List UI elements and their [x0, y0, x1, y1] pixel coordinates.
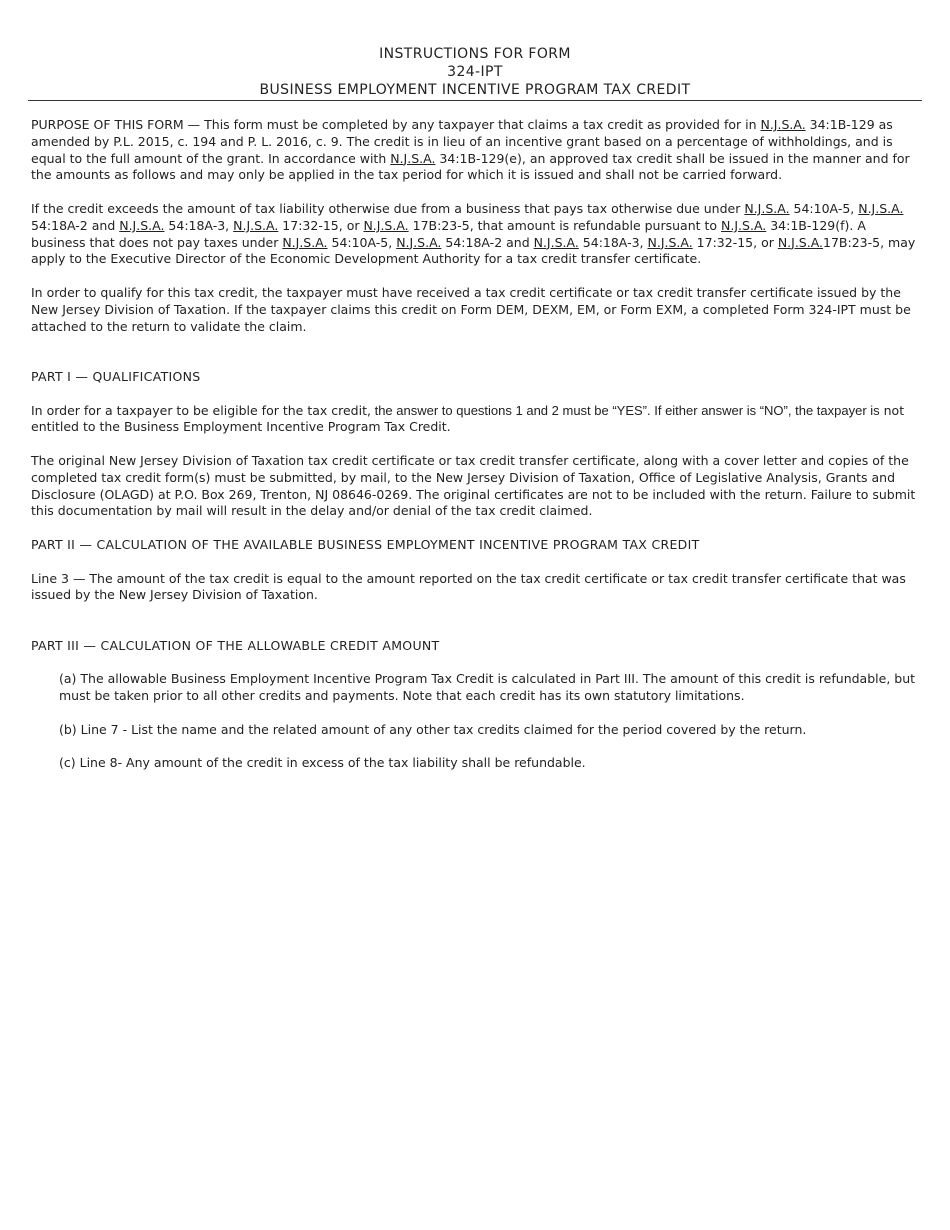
part3-item-b: (b) Line 7 - List the name and the related amount of any other tax credits claimed for the period covered by the return. [59, 721, 807, 737]
statute-reference: N.J.S.A. [363, 217, 409, 233]
header-title: INSTRUCTIONS FOR FORM [379, 46, 571, 62]
part2-line3-paragraph: Line 3 — The amount of the tax credit is equal to the amount reported on the tax credit certificate or tax credit transfer certificate that was issued by the New Jersey Division of Taxation. [31, 570, 906, 603]
text-run: 34:1B-129(e), an approved tax credit shall be issued in the manner and for the amounts as follows and may only be applied in the tax period for which it is issued and shall not be carried forward. [31, 150, 910, 183]
text-run: 34:1B-129(f). A business that does not pay taxes under [31, 217, 866, 250]
text-run: 34:1B-129 as amended by P.L. 2015, c. 194 and P. L. 2016, c. 9. The credit is in lieu of an incentive grant based on a percentage of withholdings, and is equal to the full amount of the grant. In accordance with [31, 117, 893, 166]
statute-reference: N.J.S.A. [760, 117, 806, 132]
part3-item-c: (c) Line 8- Any amount of the credit in excess of the tax liability shall be refundable. [59, 755, 586, 771]
part2-heading: PART II — CALCULATION OF THE AVAILABLE BUSINESS EMPLOYMENT INCENTIVE PROGRAM TAX CREDIT [31, 536, 700, 552]
text-run: 17:32-15, or [692, 234, 778, 250]
statute-reference: N.J.S.A. [119, 217, 165, 233]
text-run: If the credit exceeds the amount of tax liability otherwise due from a business that pays tax otherwise due under [31, 200, 745, 216]
text-run: This form must be completed by any taxpayer that claims a tax credit as provided for in [200, 117, 761, 132]
form-number: 324-IPT [447, 64, 503, 80]
part3-heading: PART III — CALCULATION OF THE ALLOWABLE CREDIT AMOUNT [31, 637, 440, 653]
statute-reference: N.J.S.A. [233, 217, 279, 233]
text-run: the answer to questions 1 and 2 must be “YES”. If either answer is “NO”, the taxpayer is [370, 402, 880, 418]
document-header [28, 45, 922, 101]
qualify-paragraph: In order to qualify for this tax credit, the taxpayer must have received a tax credit certificate or tax credit transfer certificate issued by the New Jersey Division of Taxation. If the taxpayer claims this credit on Form DEM, DEXM, EM, or Form EXM, a completed Form 324-IPT must be attached to the return to validate the claim. [31, 284, 911, 334]
part1-heading: PART I — QUALIFICATIONS [31, 368, 201, 384]
statute-reference: N.J.S.A. [396, 234, 442, 250]
text-run: 54:18A-2 and [31, 217, 120, 233]
purpose-paragraph [31, 117, 921, 184]
text-run: 54:18A-2 and [441, 234, 534, 250]
header-subtitle: BUSINESS EMPLOYMENT INCENTIVE PROGRAM TAX CREDIT [259, 82, 691, 98]
text-run: 17B:23-5, that amount is refundable pursuant to [408, 217, 722, 233]
text-run: 17:32-15, or [278, 217, 364, 233]
text-run: 17B:23-5, may apply to the Executive Director of the Economic Development Authority for a tax credit transfer certificate. [31, 234, 916, 267]
text-run: 54:18A-3, [578, 234, 648, 250]
part1-eligibility-paragraph [31, 403, 921, 437]
purpose-label: PURPOSE OF THIS FORM — [31, 117, 201, 132]
statute-reference: N.J.S.A. [858, 200, 904, 216]
statute-reference: N.J.S.A. [647, 234, 693, 250]
text-run: 54:18A-3, [164, 217, 234, 233]
statute-reference: N.J.S.A. [390, 150, 436, 166]
statute-reference: N.J.S.A. [744, 200, 790, 216]
text-run: not entitled to the Business Employment Incentive Program Tax Credit. [31, 402, 905, 435]
part3-item-a: (a) The allowable Business Employment Incentive Program Tax Credit is calculated in Part III. The amount of this credit is refundable, but must be taken prior to all other credits and payments. Note that each credit has its own statutory limitations. [59, 671, 916, 704]
document-body [31, 117, 921, 772]
statute-reference: N.J.S.A. [533, 234, 579, 250]
part1-submission-paragraph: The original New Jersey Division of Taxation tax credit certificate or tax credit transfer certificate, along with a cover letter and copies of the completed tax credit form(s) must be submitted, by mail, to the New Jersey Division of Taxation, Office of Legislative Analysis, Grants and Disclosure (OLAGD) at P.O. Box 269, Trenton, NJ 08646-0269. The original certificates are not to be included with the return. Failure to submit this documentation by mail will result in the delay and/or denial of the tax credit claimed. [31, 452, 916, 519]
exceeds-paragraph [31, 201, 921, 268]
statute-reference: N.J.S.A. [777, 234, 824, 250]
text-run: In order for a taxpayer to be eligible for the tax credit, [31, 402, 371, 418]
statute-reference: N.J.S.A. [721, 217, 767, 233]
statute-reference: N.J.S.A. [282, 234, 328, 250]
text-run: 54:10A-5, [789, 200, 859, 216]
text-run: 54:10A-5, [327, 234, 397, 250]
